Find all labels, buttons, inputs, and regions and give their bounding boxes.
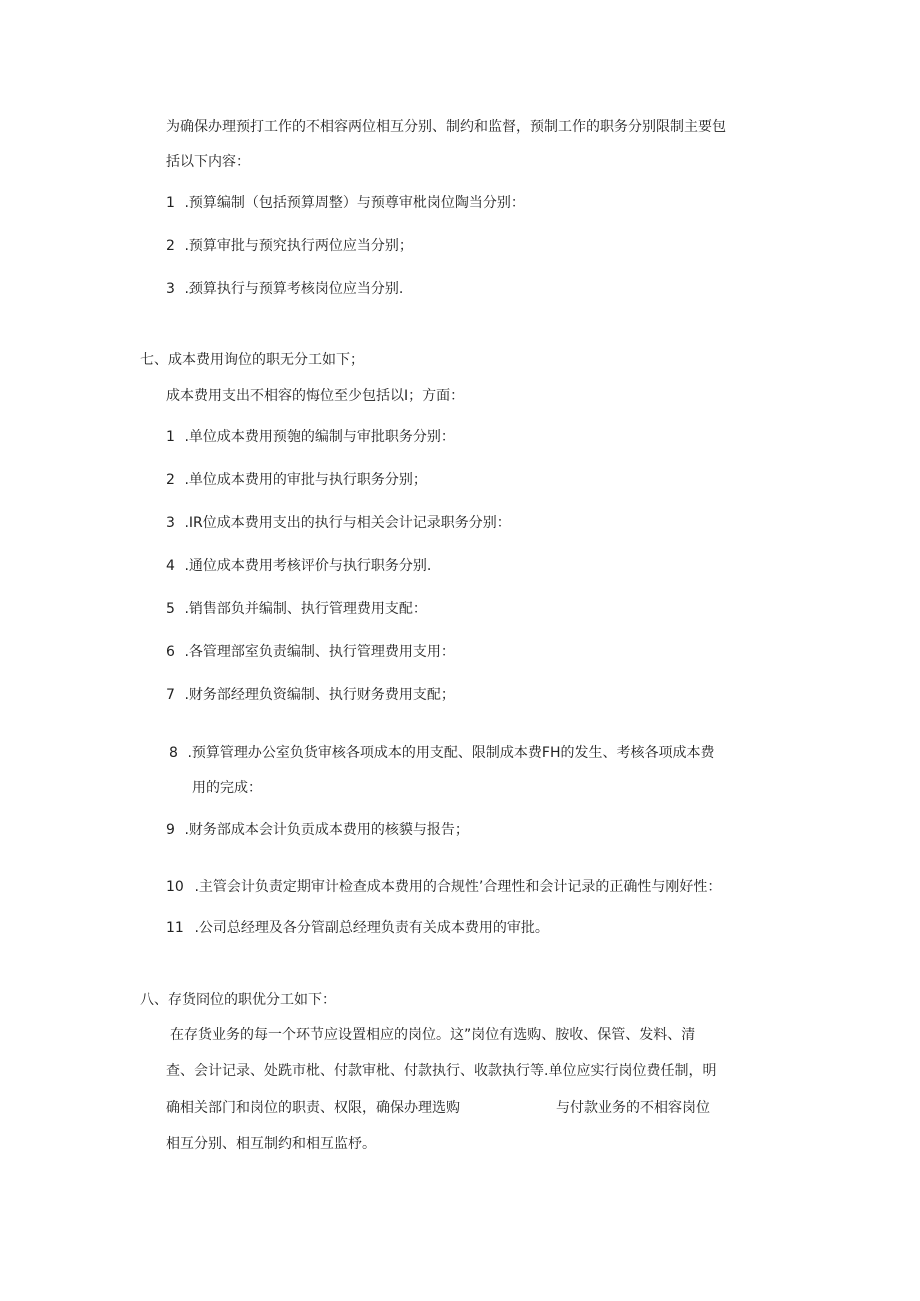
list-item <box>166 642 455 662</box>
list-item <box>166 513 511 533</box>
item-number: 6 <box>166 644 175 660</box>
section-8-heading: 八、存货冏位的职优分工如下： <box>140 992 336 1008</box>
item-text: .预算编制（包括预算周整）与预尊审枇岗位陶当分别： <box>184 195 525 211</box>
section-7-lead: 成本费用支出不相容的悔位至少包括以I；方面： <box>166 388 465 404</box>
section-8-line-4: 相互分别、相互制约和相互监杼。 <box>166 1136 376 1152</box>
section-8-line-3-end: 与付款业务的不相容岗位 <box>556 1100 710 1116</box>
list-item <box>166 599 427 619</box>
item-number: 11 <box>166 920 184 936</box>
section-8-line-3-start: 确相关部门和岗位的职责、权限，确保办理选购 <box>166 1100 460 1116</box>
list-item <box>166 685 455 705</box>
item-number: 9 <box>166 822 175 838</box>
item-number: 1 <box>166 429 175 445</box>
section-7-heading: 七、成本费用询位的职无分工如下； <box>140 352 364 368</box>
item-number: 10 <box>166 879 184 895</box>
item-text: .预算审批与预究执行两位应当分别； <box>184 238 413 254</box>
item-number: 2 <box>166 472 175 488</box>
item-text: .预算管理办公室负货审核各项成本的用支配、限制成本费FH的发生、考核各项成本费 <box>187 745 715 761</box>
list-item-continuation: 用的完成： <box>192 780 262 796</box>
item-number: 5 <box>166 601 175 617</box>
section-8-line-2: 查、会计记录、处跣市枇、付款审枇、付款执行、收款执行等.单位应实行岗位费任制，明 <box>166 1063 717 1079</box>
item-text: .公司总经理及各分管副总经理负责有关成本费用的审批。 <box>194 920 549 936</box>
item-number: 3 <box>166 515 175 531</box>
section-8-line-3 <box>166 1098 710 1118</box>
item-number: 2 <box>166 238 175 254</box>
list-item <box>169 743 714 763</box>
item-number: 1 <box>166 195 175 211</box>
section-8-line-1: 在存货业务的每一个环节应设置相应的岗位。这”岗位有选购、胺收、保管、发料、清 <box>170 1027 696 1043</box>
list-item <box>166 877 721 897</box>
item-text: .销售部负并编制、执行管理费用支配： <box>184 601 427 617</box>
intro-line-2: 括以下内容： <box>166 154 250 170</box>
list-item <box>166 556 431 576</box>
item-text: .通位成本费用考核评价与执行职务分别. <box>184 558 432 574</box>
list-item <box>166 820 469 840</box>
item-text: .各管理部室负责编制、执行管理费用支用： <box>184 644 455 660</box>
item-text: .财务部成本会计负贡成本费用的核貘与报告； <box>184 822 469 838</box>
item-text: .财务部经理负资编制、执行财务费用支配； <box>184 687 455 703</box>
budget-item <box>166 236 413 256</box>
item-number: 3 <box>166 281 175 297</box>
item-text: .IR位成本费用支出的执行与相关会计记录职务分别： <box>184 515 511 531</box>
list-item <box>166 470 427 490</box>
budget-item <box>166 279 403 299</box>
item-number: 8 <box>169 745 178 761</box>
list-item <box>166 427 455 447</box>
item-text: .单位成本费用预匏的编制与审批职务分别： <box>184 429 455 445</box>
item-number: 4 <box>166 558 175 574</box>
list-item <box>166 918 549 938</box>
item-text: .主管会计负责定期审计检查成本费用的合规性’合理性和会计记录的正确性与刚好性： <box>194 879 722 895</box>
intro-line-1: 为确保办理预打工作的不相容两位相互分别、制约和监督，预制工作的职务分别限制主要包 <box>166 119 726 135</box>
item-text: .单位成本费用的审批与执行职务分别； <box>184 472 427 488</box>
budget-item <box>166 193 525 213</box>
item-number: 7 <box>166 687 175 703</box>
item-text: .颈算执行与预算考核岗位应当分别. <box>184 281 404 297</box>
